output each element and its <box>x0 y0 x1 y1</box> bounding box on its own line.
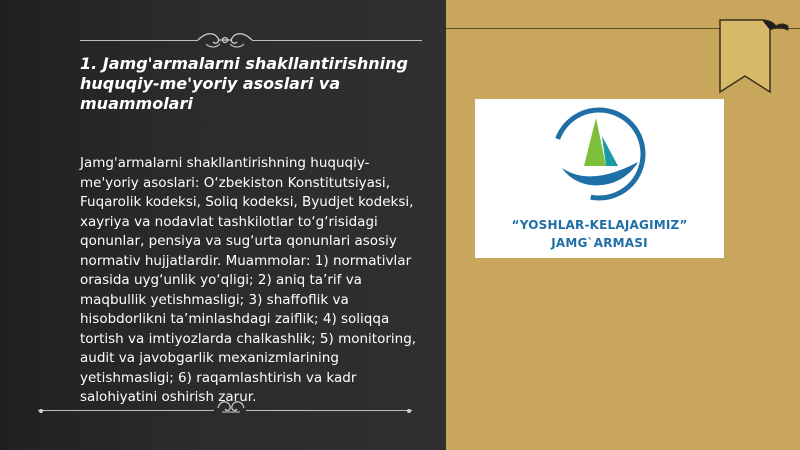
slide-title: 1. Jamg'armalarni shakllantirishning huquqiy-me'yoriy asoslari va muammolari <box>80 54 408 113</box>
top-flourish-icon <box>196 30 254 50</box>
slide-body-text: Jamg'armalarni shakllantirishning huquqiy-me'yoriy asoslari: O‘zbekiston Konstitutsiyasi, Fuqarolik kodeksi, Soliq kodeksi, Byudjet kodeksi, xayriya va nodavlat tashkilotlar to‘g‘risidagi qonunlar, pensiya va sug‘urta qonunlari asosiy normativ hujjatlardir. Muammolar: 1) normativlar orasida uyg‘unlik yo‘qligi; 2) aniq ta’rif va maqbullik yetishmasligi; 3) shaffoflik va hisobdorlikni ta’minlashdagi zaiflik; 4) soliqqa tortish va imtiyozlarda chalkashlik; 5) monitoring, audit va javobgarlik mexanizmlarining yetishmasligi; 6) raqamlashtirish va kadr salohiyatini oshirish zarur. <box>80 155 417 405</box>
foundation-logo-icon <box>544 106 654 206</box>
bottom-rule-left <box>38 410 214 411</box>
bottom-right-dot-icon <box>404 406 414 416</box>
logo-title-line1: “YOSHLAR-KELAJAGIMIZ” <box>511 218 688 232</box>
top-rule-right <box>252 40 422 41</box>
bottom-left-dot-icon <box>36 406 46 416</box>
bottom-rule-right <box>246 410 412 411</box>
top-rule-left <box>80 40 198 41</box>
logo-title-line2: JAMG`ARMASI <box>551 236 648 250</box>
logo-card <box>475 99 724 258</box>
bottom-flourish-icon <box>214 396 248 416</box>
bookmark-ribbon-icon <box>718 18 792 98</box>
